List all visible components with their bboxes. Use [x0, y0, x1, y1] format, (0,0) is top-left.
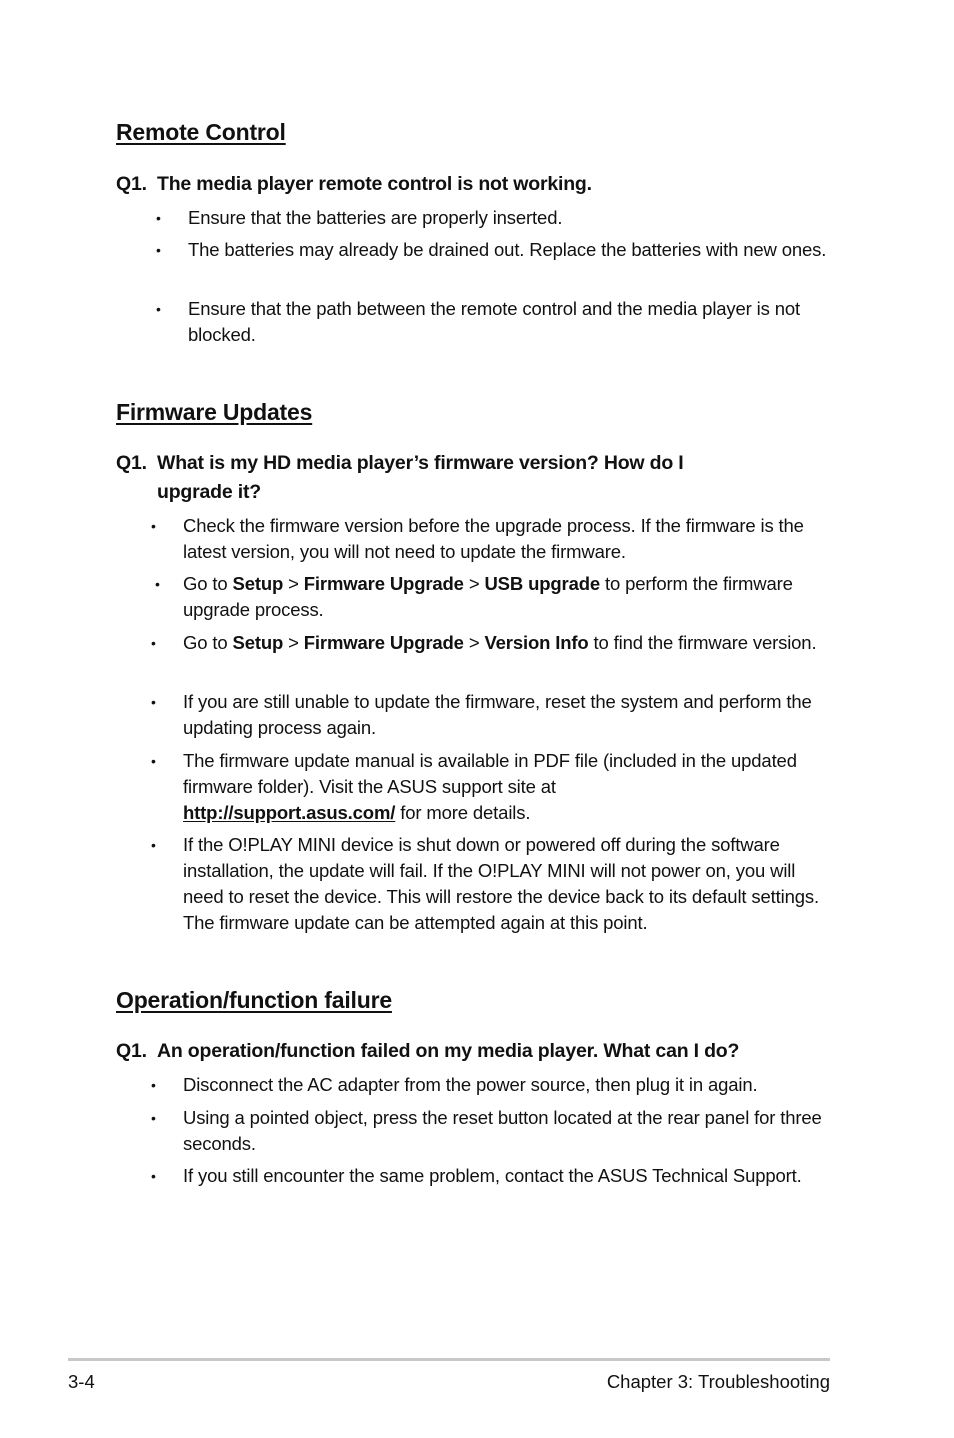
menu-separator: >: [463, 573, 485, 594]
list-item-text: If you are still unable to update the firmware, reset the system and perform the updating process again.: [183, 691, 812, 738]
bullet-icon: •: [151, 518, 156, 534]
question-number: Q1.: [116, 1040, 147, 1062]
support-link[interactable]: http://support.asus.com/: [183, 802, 396, 823]
list-item-rest: to perform the firmware upgrade process.: [183, 573, 793, 620]
list-item-text: Check the firmware version before the upgrade process. If the firmware is the latest version, you will not need to update the firmware.: [183, 515, 804, 562]
list-item: [156, 205, 838, 231]
bullet-icon: •: [156, 242, 161, 258]
list-item-text: If you still encounter the same problem, contact the ASUS Technical Support.: [183, 1165, 802, 1186]
list-item: [151, 1105, 838, 1157]
menu-setup: Setup: [232, 573, 284, 594]
bullet-icon: •: [151, 1168, 156, 1184]
question-operation-failure: [116, 1037, 836, 1066]
page-number: 3-4: [68, 1371, 95, 1392]
question-text: An operation/function failed on my media player. What can I do?: [157, 1040, 740, 1062]
list-item: [151, 748, 838, 826]
list-item: [155, 571, 838, 623]
bullet-icon: •: [151, 753, 156, 769]
bullet-icon: •: [151, 1077, 156, 1093]
list-item-lead: The firmware update manual is available in PDF file (included in the updated firmware folder). Visit the ASUS support site at: [183, 750, 797, 797]
section-title-operation-failure: Operation/function failure: [116, 987, 392, 1013]
list-item-rest: for more details.: [395, 802, 531, 823]
list-item: [151, 1163, 838, 1189]
footer-divider: [68, 1358, 830, 1361]
question-remote-control: [116, 170, 816, 199]
go-to-text: Go to: [183, 632, 228, 653]
menu-separator: >: [463, 632, 485, 653]
list-item-text: Using a pointed object, press the reset button located at the rear panel for three seconds.: [183, 1107, 822, 1154]
menu-separator: >: [283, 632, 304, 653]
question-text: What is my HD media player’s firmware version? How do I: [157, 452, 684, 474]
section-title-firmware-updates: Firmware Updates: [116, 399, 313, 425]
question-firmware-updates: [116, 449, 816, 507]
bullet-icon: •: [151, 694, 156, 710]
list-item-text: [183, 748, 838, 826]
bullet-icon: •: [151, 635, 156, 651]
list-item: [151, 832, 838, 936]
list-item: [151, 1072, 838, 1098]
list-item: [156, 296, 838, 348]
list-item-text: Disconnect the AC adapter from the power source, then plug it in again.: [183, 1074, 758, 1095]
list-item: [151, 689, 838, 741]
menu-firmware-upgrade: Firmware Upgrade: [303, 573, 464, 594]
question-text-continued: upgrade it?: [157, 481, 261, 503]
list-item-text: [183, 571, 838, 623]
list-item: [151, 630, 838, 656]
menu-usb-upgrade: USB upgrade: [484, 573, 600, 594]
list-item-text: [183, 630, 838, 656]
list-item: [156, 237, 838, 263]
question-text: The media player remote control is not working.: [157, 173, 592, 195]
section-title-remote-control: Remote Control: [116, 119, 286, 145]
bullet-icon: •: [156, 210, 161, 226]
bullet-icon: •: [151, 1110, 156, 1126]
menu-firmware-upgrade: Firmware Upgrade: [303, 632, 464, 653]
go-to-text: Go to: [183, 573, 228, 594]
menu-setup: Setup: [232, 632, 284, 653]
list-item-text: Ensure that the path between the remote control and the media player is not blocked.: [188, 298, 800, 345]
bullet-icon: •: [155, 576, 160, 592]
bullet-icon: •: [156, 301, 161, 317]
question-number: Q1.: [116, 173, 147, 195]
question-number: Q1.: [116, 452, 147, 474]
list-item-rest: to find the firmware version.: [588, 632, 817, 653]
list-item: [151, 513, 838, 565]
chapter-title: Chapter 3: Troubleshooting: [606, 1371, 830, 1392]
list-item-text: If the O!PLAY MINI device is shut down or powered off during the software installation, the update will fail. If the O!PLAY MINI will not power on, you will need to reset the device. This will restore the device back to its default settings. The firmware update can be attempted again at this point.: [183, 834, 819, 933]
list-item-text: The batteries may already be drained out. Replace the batteries with new ones.: [188, 239, 827, 260]
menu-version-info: Version Info: [484, 632, 589, 653]
bullet-icon: •: [151, 837, 156, 853]
list-item-text: Ensure that the batteries are properly inserted.: [188, 207, 563, 228]
menu-separator: >: [283, 573, 304, 594]
